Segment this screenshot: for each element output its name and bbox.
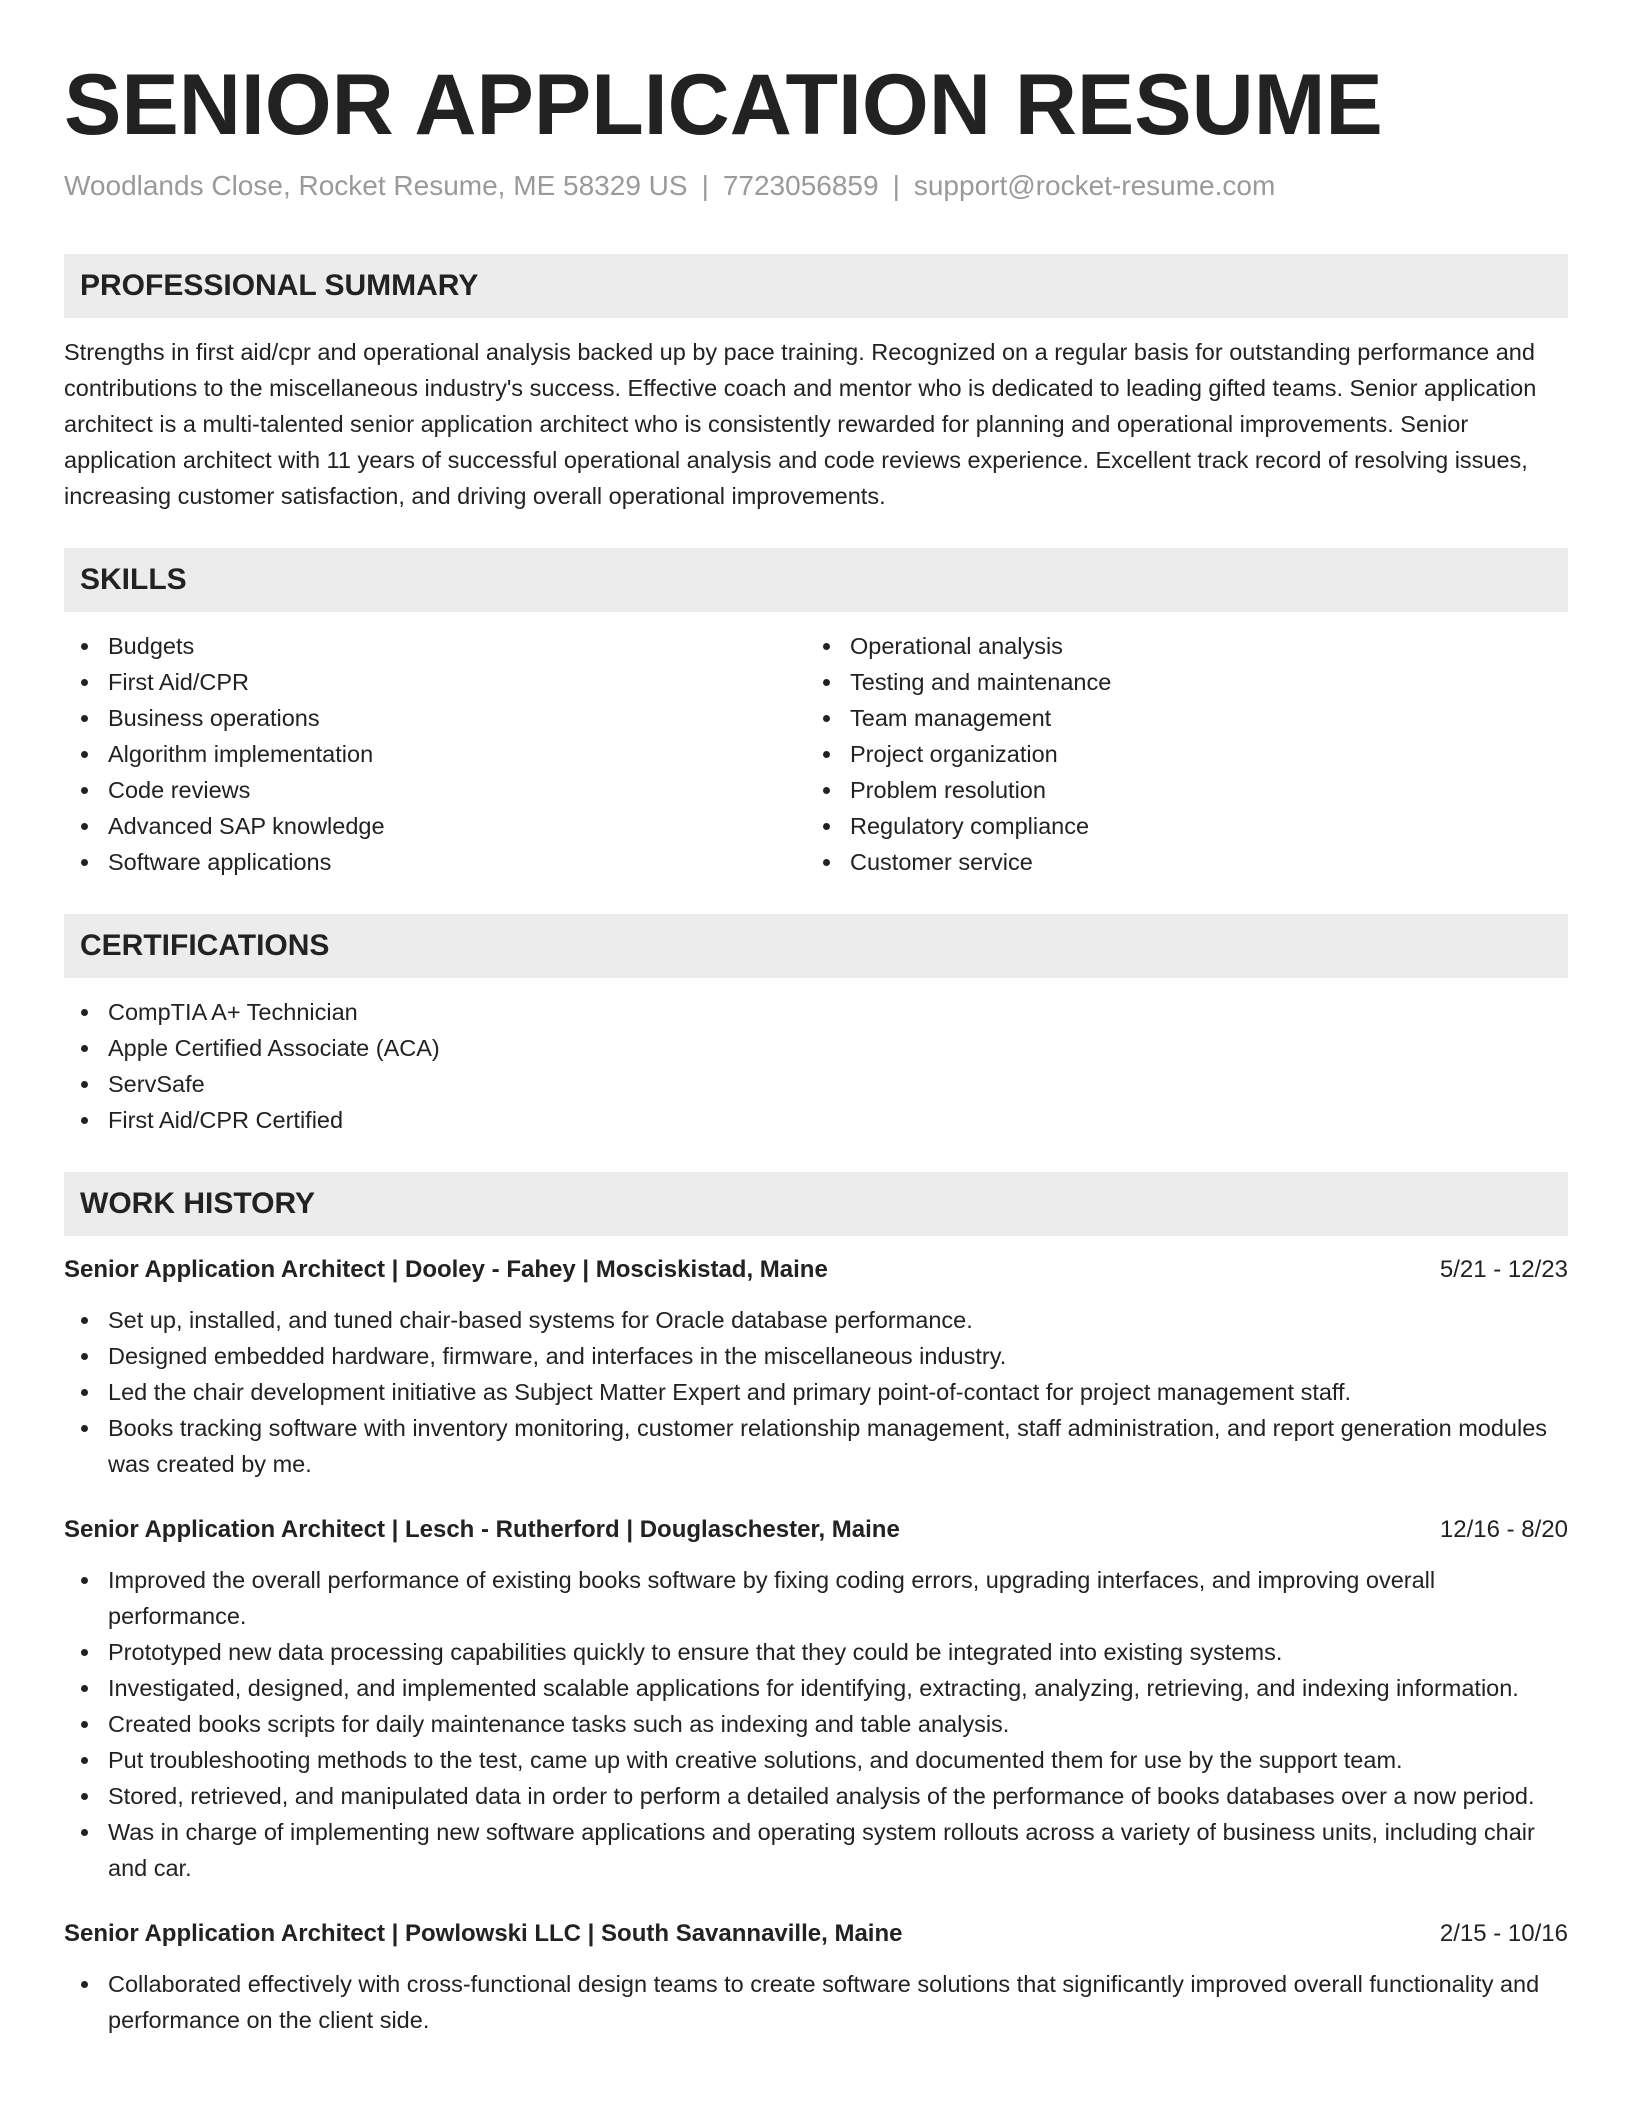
- contact-separator: |: [701, 170, 709, 201]
- skill-item: Regulatory compliance: [806, 808, 1548, 844]
- skill-item: Budgets: [64, 628, 806, 664]
- skills-list-left: [64, 628, 806, 880]
- skill-item: Software applications: [64, 844, 806, 880]
- contact-phone: 7723056859: [722, 170, 879, 201]
- work-section: [64, 1172, 1568, 2038]
- certifications-heading: CERTIFICATIONS: [64, 914, 1568, 978]
- job-bullet: Designed embedded hardware, firmware, and interfaces in the miscellaneous industry.: [64, 1338, 1568, 1374]
- work-heading: WORK HISTORY: [64, 1172, 1568, 1236]
- certifications-list: [64, 994, 1568, 1138]
- job-bullet: Put troubleshooting methods to the test, came up with creative solutions, and documented them for use by the support team.: [64, 1742, 1568, 1778]
- skill-item: Problem resolution: [806, 772, 1548, 808]
- skills-columns: [64, 628, 1568, 880]
- job-title: Senior Application Architect | Lesch - Rutherford | Douglaschester, Maine: [64, 1516, 900, 1543]
- job-bullet: Was in charge of implementing new software applications and operating system rollouts across a variety of business units, including chair and car.: [64, 1814, 1568, 1886]
- job-bullet: Improved the overall performance of existing books software by fixing coding errors, upgrading interfaces, and improving overall performance.: [64, 1562, 1568, 1634]
- skills-section: [64, 548, 1568, 880]
- skill-item: Customer service: [806, 844, 1548, 880]
- summary-heading: PROFESSIONAL SUMMARY: [64, 254, 1568, 318]
- job-header: [64, 1252, 1568, 1288]
- certifications-section: [64, 914, 1568, 1138]
- certification-item: ServSafe: [64, 1066, 1568, 1102]
- job-title: Senior Application Architect | Powlowski LLC | South Savannaville, Maine: [64, 1920, 903, 1947]
- summary-section: [64, 254, 1568, 514]
- job-bullet: Set up, installed, and tuned chair-based systems for Oracle database performance.: [64, 1302, 1568, 1338]
- job-entry: [64, 1916, 1568, 2038]
- job-dates: 12/16 - 8/20: [1439, 1516, 1568, 1543]
- job-bullets: [64, 1966, 1568, 2038]
- job-bullet: Stored, retrieved, and manipulated data in order to perform a detailed analysis of the performance of books databases over a now period.: [64, 1778, 1568, 1814]
- job-header: [64, 1916, 1568, 1952]
- skill-item: Project organization: [806, 736, 1548, 772]
- job-bullet: Investigated, designed, and implemented scalable applications for identifying, extracting, analyzing, retrieving, and indexing information.: [64, 1670, 1568, 1706]
- job-title: Senior Application Architect | Dooley - Fahey | Mosciskistad, Maine: [64, 1256, 828, 1283]
- skill-item: Testing and maintenance: [806, 664, 1548, 700]
- certification-item: CompTIA A+ Technician: [64, 994, 1568, 1030]
- summary-text: Strengths in first aid/cpr and operational analysis backed up by pace training. Recognized on a regular basis for outstanding performance and contributions to the miscellaneous industry's success. Effective coach and mentor who is dedicated to leading gifted teams. Senior application architect is a multi-talented senior application architect who is consistently rewarded for planning and operational improvements. Senior application architect with 11 years of successful operational analysis and code reviews experience. Excellent track record of resolving issues, increasing customer satisfaction, and driving overall operational improvements.: [64, 339, 1537, 509]
- skill-item: Code reviews: [64, 772, 806, 808]
- resume-title: SENIOR APPLICATION RESUME: [64, 57, 1383, 153]
- skill-item: Operational analysis: [806, 628, 1548, 664]
- contact-line: [64, 168, 1568, 204]
- contact-email: support@rocket-resume.com: [913, 170, 1276, 201]
- skills-heading: SKILLS: [64, 548, 1568, 612]
- skills-list-right: [806, 628, 1548, 880]
- certification-item: Apple Certified Associate (ACA): [64, 1030, 1568, 1066]
- skill-item: Algorithm implementation: [64, 736, 806, 772]
- skill-item: Business operations: [64, 700, 806, 736]
- job-bullet: Led the chair development initiative as Subject Matter Expert and primary point-of-contact for project management staff.: [64, 1374, 1568, 1410]
- job-bullet: Collaborated effectively with cross-functional design teams to create software solutions that significantly improved overall functionality and performance on the client side.: [64, 1966, 1568, 2038]
- contact-separator: |: [892, 170, 900, 201]
- job-bullets: [64, 1302, 1568, 1482]
- skill-item: Advanced SAP knowledge: [64, 808, 806, 844]
- job-dates: 5/21 - 12/23: [1439, 1256, 1568, 1283]
- skill-item: Team management: [806, 700, 1548, 736]
- resume-page: [64, 0, 1568, 2038]
- certification-item: First Aid/CPR Certified: [64, 1102, 1568, 1138]
- skill-item: First Aid/CPR: [64, 664, 806, 700]
- job-dates: 2/15 - 10/16: [1439, 1920, 1568, 1947]
- job-bullet: Created books scripts for daily maintenance tasks such as indexing and table analysis.: [64, 1706, 1568, 1742]
- job-entry: [64, 1252, 1568, 1482]
- contact-address: Woodlands Close, Rocket Resume, ME 58329 US: [64, 170, 688, 201]
- job-entry: [64, 1512, 1568, 1886]
- job-header: [64, 1512, 1568, 1548]
- job-bullet: Prototyped new data processing capabilities quickly to ensure that they could be integrated into existing systems.: [64, 1634, 1568, 1670]
- job-bullets: [64, 1562, 1568, 1886]
- job-bullet: Books tracking software with inventory monitoring, customer relationship management, staff administration, and report generation modules was created by me.: [64, 1410, 1568, 1482]
